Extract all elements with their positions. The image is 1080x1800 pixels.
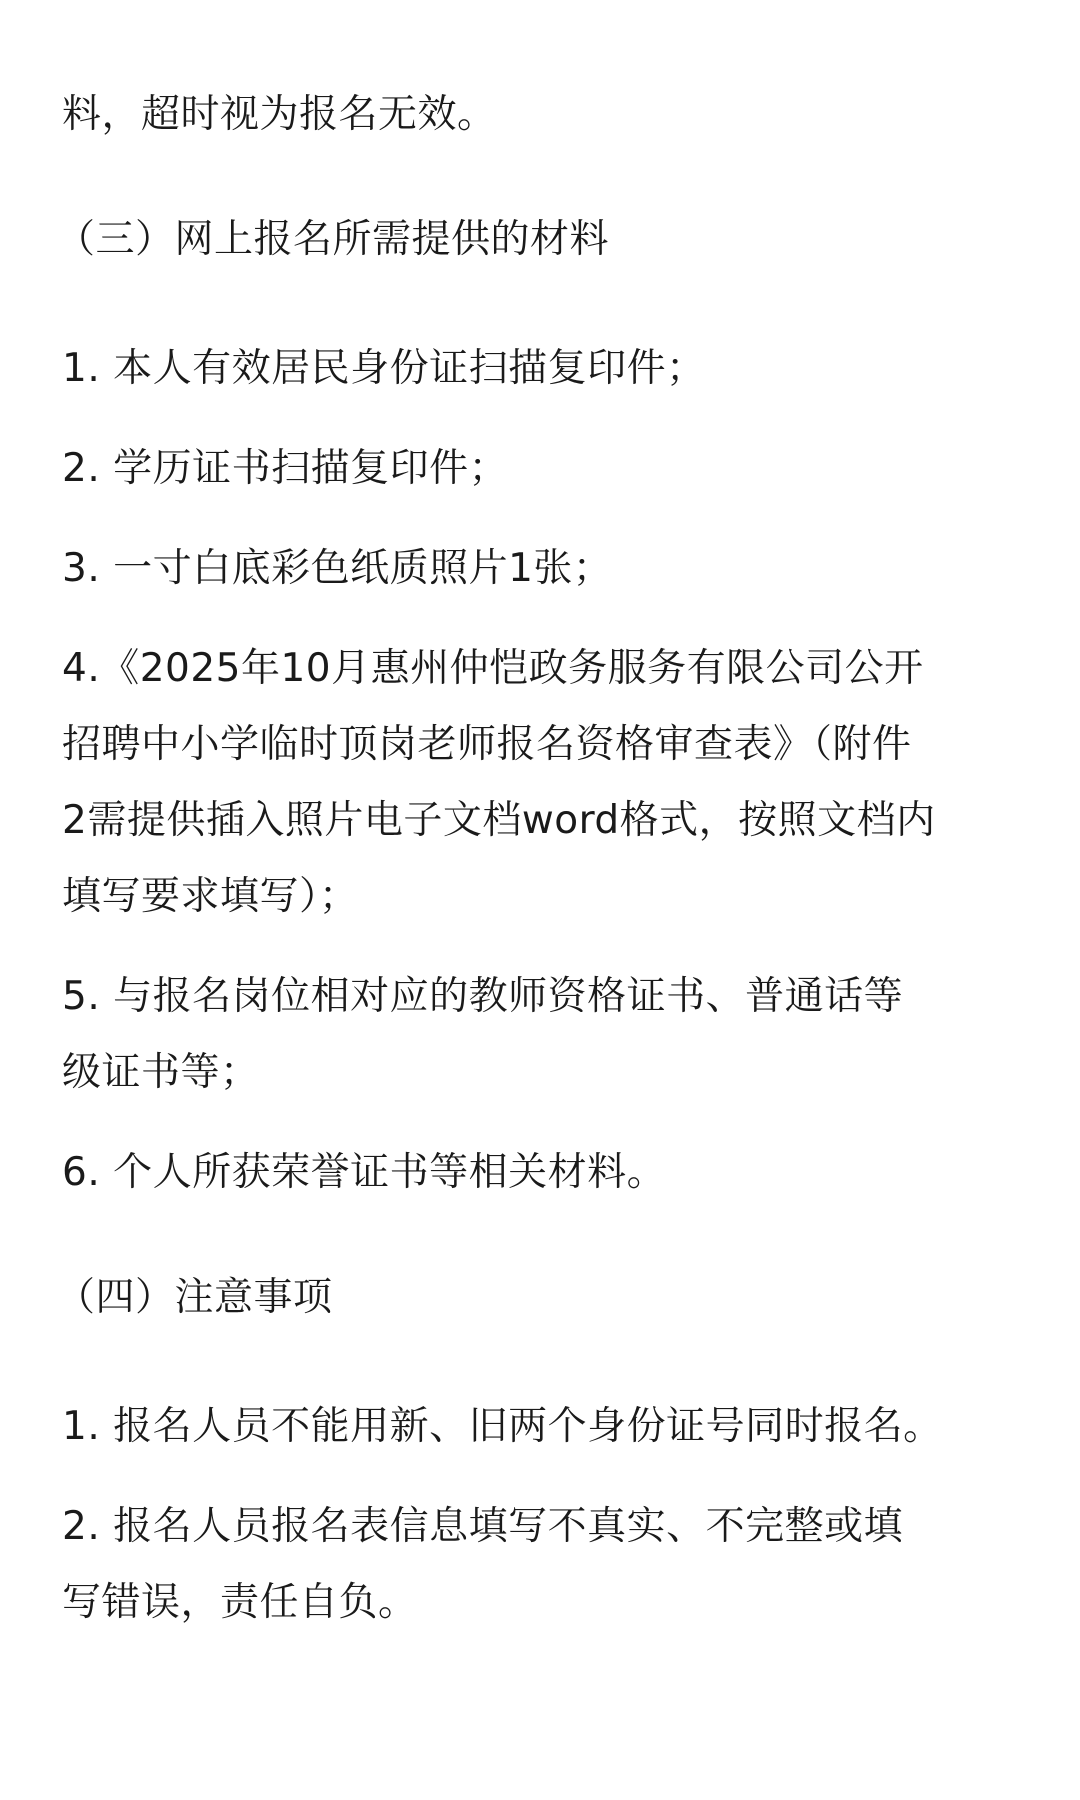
list-item-continuation: 招聘中小学临时顶岗老师报名资格审查表》（附件 bbox=[62, 722, 912, 767]
continuation-text: 料，超时视为报名无效。 bbox=[62, 92, 497, 137]
list-item: 3. 一寸白底彩色纸质照片1张； bbox=[62, 546, 613, 591]
list-item-continuation: 级证书等； bbox=[62, 1050, 260, 1095]
list-item: 4.《2025年10月惠州仲恺政务服务有限公司公开 bbox=[62, 646, 924, 691]
list-item: 1. 报名人员不能用新、旧两个身份证号同时报名。 bbox=[62, 1404, 943, 1449]
list-item-continuation: 填写要求填写）； bbox=[62, 874, 359, 919]
list-item: 6. 个人所获荣誉证书等相关材料。 bbox=[62, 1150, 667, 1195]
list-item: 1. 本人有效居民身份证扫描复印件； bbox=[62, 346, 706, 391]
section-heading-materials: （三）网上报名所需提供的材料 bbox=[56, 217, 610, 262]
list-item-continuation: 2需提供插入照片电子文档word格式，按照文档内 bbox=[62, 798, 936, 843]
list-item-continuation: 写错误，责任自负。 bbox=[62, 1580, 418, 1625]
list-item: 2. 报名人员报名表信息填写不真实、不完整或填 bbox=[62, 1504, 904, 1549]
section-heading-notes: （四）注意事项 bbox=[56, 1275, 333, 1320]
list-item: 5. 与报名岗位相对应的教师资格证书、普通话等 bbox=[62, 974, 904, 1019]
list-item: 2. 学历证书扫描复印件； bbox=[62, 446, 509, 491]
